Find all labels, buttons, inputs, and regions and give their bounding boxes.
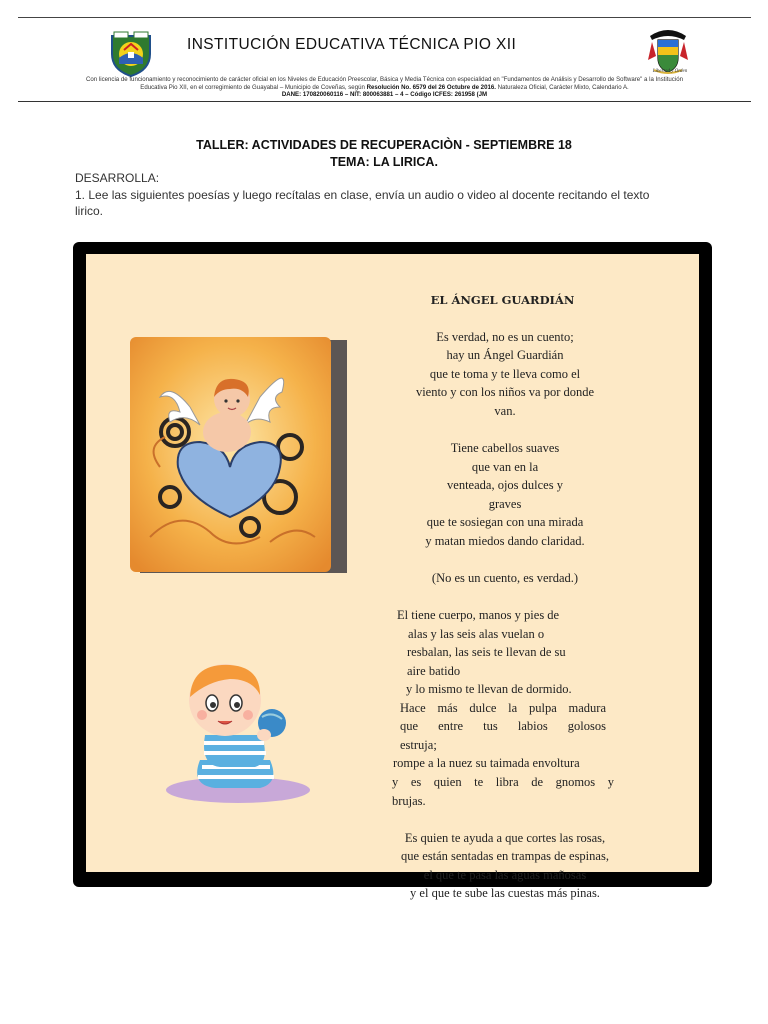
header-bottom-rule: [18, 101, 751, 102]
seal-motto: Libertad y Orden: [652, 69, 688, 74]
poem-title: EL ÁNGEL GUARDIÁN: [430, 293, 575, 307]
poem-line: (No es un cuento, es verdad.): [431, 571, 579, 585]
license-line-1: Con licencia de funcionamiento y reconocimiento de carácter oficial en los Niveles de Educación Preescolar, Básica y Media Técnica con especialidad en "Fundamentos de Análisis y Desarrollo de Software" a la Institución: [86, 76, 683, 83]
poem-line: alas y las seis alas vuelan o: [408, 627, 545, 641]
poem-line: venteada, ojos dulces y: [447, 478, 563, 492]
poem-line: hay un Ángel Guardián: [446, 348, 564, 362]
poem-line: van.: [494, 404, 516, 418]
baby-illustration: [160, 655, 310, 805]
poem-line: que entre tus labios golosos: [400, 719, 606, 733]
poem-line: y es quien te libra de gnomos y: [392, 775, 614, 789]
poem-line: resbalan, las seis te llevan de su: [407, 645, 566, 659]
poem-line: y matan miedos dando claridad.: [425, 534, 585, 548]
header-top-rule: [18, 17, 751, 18]
poem-line: que te toma y te lleva como el: [429, 367, 581, 381]
license-line-2: Educativa Pio XII, en el corregimiento de Guayabal – Municipio de Coveñas, según Resolución No. 6579 del 26 Octubre de 2016. Naturaleza Oficial, Carácter Mixto, Calendario A.: [140, 83, 629, 91]
poem-line: brujas.: [392, 794, 426, 808]
worksheet-title: TALLER: ACTIVIDADES DE RECUPERACIÒN - SEPTIEMBRE 18: [196, 138, 572, 152]
poem-line: y lo mismo te llevan de dormido.: [406, 682, 572, 696]
poem-line: aire batido: [407, 664, 461, 678]
poem-line: Es quien te ayuda a que cortes las rosas,: [404, 831, 606, 845]
poem-line: que van en la: [471, 460, 539, 474]
angel-illustration: [130, 337, 331, 572]
poem-line: que están sentadas en trampas de espinas,: [401, 849, 609, 863]
poem-line: graves: [488, 497, 522, 511]
license-text: [18, 76, 751, 99]
school-name: INSTITUCIÓN EDUCATIVA TÉCNICA PIO XII: [187, 36, 517, 53]
poem-line: estruja;: [400, 738, 437, 752]
instruction-text: 1. Lee las siguientes poesías y luego recítalas en clase, envía un audio o video al docente recitando el texto lirico.: [75, 188, 650, 218]
poem-line: y el que te sube las cuestas más pinas.: [410, 886, 600, 900]
school-crest-logo: [108, 30, 154, 78]
poem-line: que te sosiegan con una mirada: [426, 515, 584, 529]
license-resolution: Resolución No. 6579 del 26 Octubre de 2016.: [366, 83, 496, 91]
license-line-3: DANE: 170820060116 – NIT: 800063881 – 4 – Código ICFES: 261958 (JM: [281, 91, 488, 99]
poem-line: El tiene cuerpo, manos y pies de: [397, 608, 560, 622]
develop-heading: DESARROLLA:: [75, 171, 160, 185]
poem-line: Tiene cabellos suaves: [450, 441, 560, 455]
worksheet-topic: TEMA: LA LIRICA.: [330, 155, 438, 169]
poem-line: rompe a la nuez su taimada envoltura: [393, 756, 580, 770]
poem-line: Hace más dulce la pulpa madura: [400, 701, 606, 715]
poem-line: Es verdad, no es un cuento;: [436, 330, 574, 344]
poem-line: el que te pasa las aguas mañosas: [423, 868, 587, 882]
poem-line: viento y con los niños va por donde: [415, 385, 595, 399]
